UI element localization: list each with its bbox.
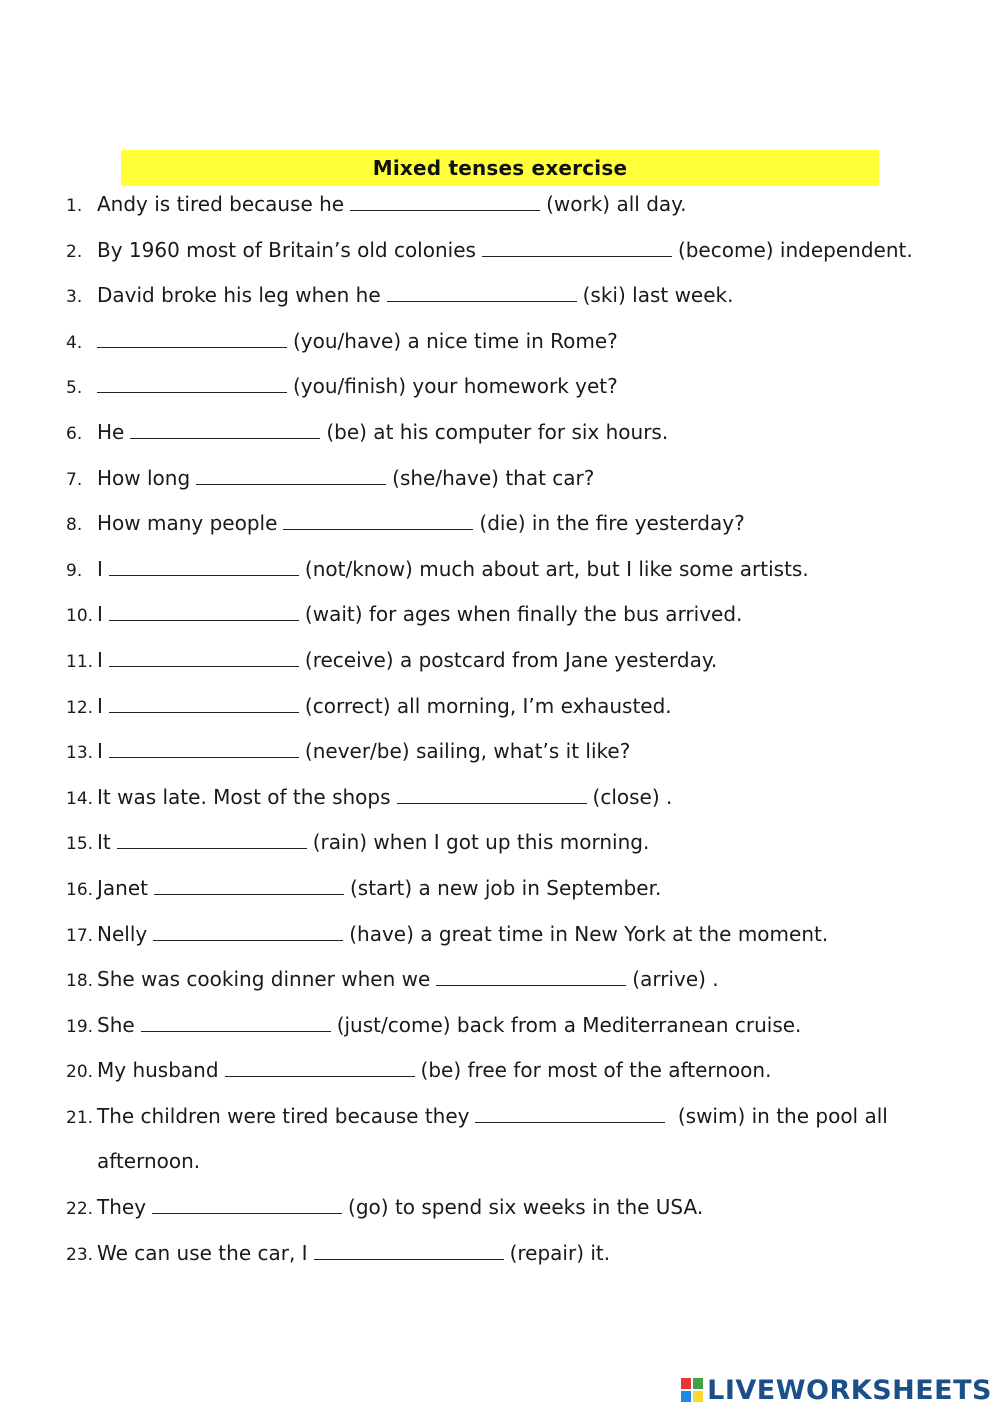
exercise-item: [66, 912, 946, 958]
brand-name: LIVEWORKSHEETS: [707, 1374, 992, 1406]
exercise-item: [66, 592, 946, 638]
answer-blank[interactable]: [109, 557, 299, 576]
item-prompt-after: (have) a great time in New York at the moment.: [349, 921, 829, 946]
item-prompt-before: Nelly: [97, 921, 148, 946]
item-prompt-after: (be) at his computer for six hours.: [326, 419, 669, 444]
item-text: [97, 501, 745, 547]
item-text: [97, 1185, 703, 1231]
answer-blank[interactable]: [436, 967, 626, 986]
answer-blank[interactable]: [109, 602, 299, 621]
item-prompt-after: (go) to spend six weeks in the USA.: [348, 1195, 704, 1220]
item-number: 3.: [66, 287, 83, 308]
item-prompt-before: She: [97, 1012, 135, 1037]
exercise-item: [66, 1048, 946, 1094]
answer-blank[interactable]: [117, 830, 307, 849]
item-number: 18.: [66, 971, 94, 992]
item-text: [97, 684, 672, 730]
item-number: 12.: [66, 697, 94, 718]
item-text: [97, 1094, 888, 1140]
item-text: [97, 228, 913, 274]
exercise-item: [66, 273, 946, 319]
item-text: [97, 182, 687, 228]
answer-blank[interactable]: [350, 192, 540, 211]
item-number: 14.: [66, 788, 94, 809]
item-text: [97, 820, 649, 866]
item-text: [97, 638, 717, 684]
answer-blank[interactable]: [109, 739, 299, 758]
item-prompt-after: (swim) in the pool all: [671, 1103, 888, 1128]
answer-blank[interactable]: [97, 329, 287, 348]
item-number: 1.: [66, 196, 83, 216]
item-number: 21.: [66, 1107, 94, 1128]
item-prompt-after: (you/have) a nice time in Rome?: [293, 328, 618, 353]
item-text: [97, 1048, 771, 1094]
answer-blank[interactable]: [152, 1195, 342, 1214]
answer-blank[interactable]: [153, 922, 343, 941]
item-number: 11.: [66, 651, 94, 672]
exercise-item: [66, 957, 946, 1003]
item-prompt-after: (be) free for most of the afternoon.: [420, 1058, 772, 1083]
item-number: 9.: [66, 560, 83, 581]
item-number: 4.: [66, 332, 83, 353]
item-prompt-after: (just/come) back from a Mediterranean cruise.: [336, 1012, 802, 1037]
answer-blank[interactable]: [196, 466, 386, 485]
answer-blank[interactable]: [109, 648, 299, 667]
item-number: 23.: [66, 1244, 94, 1265]
exercise-item-continuation: [66, 1139, 946, 1185]
item-prompt-before: afternoon.: [97, 1149, 201, 1174]
item-prompt-before: They: [97, 1195, 147, 1220]
item-number: 20.: [66, 1062, 94, 1083]
item-text: [97, 866, 661, 912]
exercise-item: [66, 501, 946, 547]
item-prompt-after: (never/be) sailing, what’s it like?: [304, 739, 631, 764]
item-prompt-after: (arrive) .: [632, 967, 719, 992]
exercise-item: [66, 456, 946, 502]
item-prompt-before: He: [97, 419, 125, 444]
item-prompt-before: How long: [97, 465, 191, 490]
answer-blank[interactable]: [482, 238, 672, 257]
item-number: 8.: [66, 515, 83, 536]
answer-blank[interactable]: [154, 876, 344, 895]
exercise-item: [66, 684, 946, 730]
item-text: [97, 1139, 200, 1185]
answer-blank[interactable]: [225, 1058, 415, 1077]
item-prompt-before: It was late. Most of the shops: [97, 784, 391, 809]
item-prompt-before: She was cooking dinner when we: [97, 967, 431, 992]
page-title: Mixed tenses exercise: [372, 156, 628, 180]
item-prompt-before: I: [97, 556, 103, 581]
item-text: [97, 912, 828, 958]
item-number: 15.: [66, 834, 94, 855]
exercise-item: [66, 1094, 946, 1140]
item-prompt-after: (she/have) that car?: [392, 465, 595, 490]
answer-blank[interactable]: [109, 694, 299, 713]
item-text: [97, 1231, 610, 1277]
item-prompt-before: It: [97, 830, 111, 855]
item-prompt-before: I: [97, 739, 103, 764]
item-number: 5.: [66, 378, 83, 399]
item-text: [97, 273, 733, 319]
item-number: 22.: [66, 1199, 94, 1220]
item-prompt-after: (not/know) much about art, but I like some artists.: [304, 556, 809, 581]
exercise-item: [66, 1185, 946, 1231]
item-number: 19.: [66, 1016, 94, 1037]
item-prompt-after: (repair) it.: [509, 1240, 611, 1265]
item-prompt-after: (die) in the fire yesterday?: [479, 511, 745, 536]
answer-blank[interactable]: [97, 374, 287, 393]
item-prompt-after: (work) all day.: [546, 192, 687, 216]
title-banner: [121, 150, 879, 186]
item-prompt-after: (close) .: [592, 784, 673, 809]
exercise-list: [66, 182, 946, 1276]
exercise-item: [66, 775, 946, 821]
item-prompt-before: The children were tired because they: [97, 1103, 470, 1128]
item-prompt-before: Andy is tired because he: [97, 192, 345, 216]
item-prompt-after: (correct) all morning, I’m exhausted.: [304, 693, 672, 718]
exercise-item: [66, 228, 946, 274]
item-text: [97, 364, 618, 410]
answer-blank[interactable]: [141, 1013, 331, 1032]
item-prompt-before: Janet: [97, 875, 148, 900]
exercise-item: [66, 1003, 946, 1049]
exercise-item: [66, 182, 946, 228]
item-prompt-before: I: [97, 693, 103, 718]
answer-blank[interactable]: [387, 283, 577, 302]
item-number: 17.: [66, 925, 94, 946]
exercise-item: [66, 820, 946, 866]
answer-blank[interactable]: [283, 511, 473, 530]
exercise-item: [66, 729, 946, 775]
answer-blank[interactable]: [397, 785, 587, 804]
item-prompt-after: (you/finish) your homework yet?: [293, 374, 618, 399]
item-prompt-before: How many people: [97, 511, 278, 536]
exercise-item: [66, 638, 946, 684]
item-prompt-after: (ski) last week.: [582, 283, 734, 308]
item-prompt-before: I: [97, 602, 103, 627]
exercise-item: [66, 410, 946, 456]
item-number: 6.: [66, 423, 83, 444]
item-prompt-after: (rain) when I got up this morning.: [312, 830, 650, 855]
item-text: [97, 729, 630, 775]
item-text: [97, 319, 618, 365]
item-prompt-before: We can use the car, I: [97, 1240, 308, 1265]
item-text: [97, 775, 672, 821]
item-prompt-after: (receive) a postcard from Jane yesterday.: [304, 647, 718, 672]
item-prompt-before: David broke his leg when he: [97, 283, 381, 308]
exercise-item: [66, 319, 946, 365]
item-text: [97, 410, 668, 456]
exercise-item: [66, 364, 946, 410]
item-number: 10.: [66, 606, 94, 627]
item-prompt-before: By 1960 most of Britain’s old colonies: [97, 237, 476, 262]
exercise-item: [66, 547, 946, 593]
item-prompt-after: (wait) for ages when finally the bus arrived.: [304, 602, 743, 627]
brand-watermark: [680, 1373, 992, 1407]
liveworksheets-logo-icon: [680, 1377, 704, 1403]
answer-blank[interactable]: [314, 1241, 504, 1260]
item-number: 16.: [66, 879, 94, 900]
exercise-item: [66, 866, 946, 912]
item-text: [97, 456, 594, 502]
item-prompt-after: (start) a new job in September.: [349, 875, 662, 900]
item-prompt-after: (become) independent.: [677, 237, 913, 262]
answer-blank[interactable]: [130, 420, 320, 439]
exercise-item: [66, 1231, 946, 1277]
item-number: 7.: [66, 469, 83, 490]
item-text: [97, 1003, 801, 1049]
item-text: [97, 547, 809, 593]
item-text: [97, 592, 742, 638]
item-prompt-before: My husband: [97, 1058, 219, 1083]
item-text: [97, 957, 719, 1003]
item-number: 2.: [66, 241, 83, 262]
answer-blank[interactable]: [475, 1104, 665, 1123]
item-number: 13.: [66, 743, 94, 764]
item-prompt-before: I: [97, 647, 103, 672]
